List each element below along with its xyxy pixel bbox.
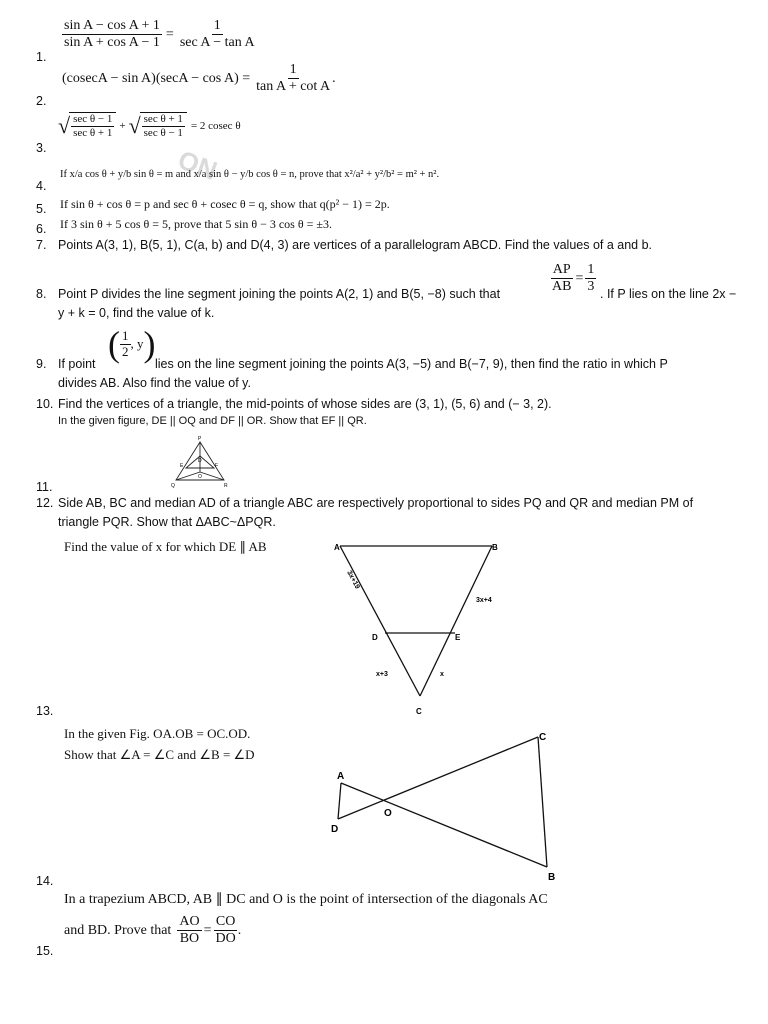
q9-point — [108, 326, 156, 362]
q2-end: . — [332, 70, 336, 86]
q13-number: 13. — [36, 704, 54, 718]
line-bc — [420, 546, 492, 696]
q3-t2-denominator: sec θ − 1 — [143, 126, 183, 139]
label-ec: x — [440, 671, 444, 678]
label-a: A — [334, 543, 340, 552]
q12-text-b: triangle PQR. Show that ΔABC~ΔPQR. — [58, 515, 276, 529]
q14-line2: Show that ∠A = ∠C and ∠B = ∠D — [64, 747, 255, 762]
label-e: E — [180, 463, 184, 469]
label-c: C — [416, 707, 422, 716]
q1-lhs-denominator: sin A + cos A − 1 — [64, 35, 160, 51]
q3-number: 3. — [36, 141, 47, 155]
sqrt-icon: √ — [58, 112, 71, 138]
sqrt-icon: √ — [128, 112, 141, 138]
q12-number: 12. — [36, 496, 54, 510]
line-ad — [338, 783, 341, 819]
q8-text-c: y + k = 0, find the value of k. — [58, 306, 215, 320]
label-o: O — [198, 474, 202, 480]
q2-rhs-numerator: 1 — [288, 62, 299, 79]
label-a: A — [337, 771, 345, 782]
q8-number: 8. — [36, 287, 47, 301]
q6-number: 6. — [36, 222, 47, 236]
label-q: Q — [171, 483, 175, 488]
label-p: P — [198, 436, 202, 442]
q14-line1: In the given Fig. OA.OB = OC.OD. — [64, 726, 251, 741]
q15-line2-text: and BD. Prove that — [64, 922, 172, 938]
q3-t1-denominator: sec θ + 1 — [73, 126, 113, 139]
q3-t1-numerator: sec θ − 1 — [73, 113, 113, 125]
q7-text: Points A(3, 1), B(5, 1), C(a, b) and D(4, 3) are vertices of a parallelogram ABCD. Find the values of a and b. — [58, 238, 653, 252]
q15-end: . — [237, 922, 242, 938]
q11-number: 11. — [36, 480, 53, 494]
label-d: D — [198, 458, 202, 464]
label-be: 3x+4 — [476, 597, 492, 604]
paren-right-icon: ) — [143, 324, 156, 364]
q8-frac2-denominator: 3 — [587, 279, 595, 295]
q5-number: 5. — [36, 202, 47, 216]
q2-rhs-denominator: tan A + cot A — [256, 79, 331, 95]
q9-point-denominator: 2 — [122, 343, 129, 359]
q3-rhs: = 2 cosec θ — [190, 119, 241, 132]
q15-f2-denominator: DO — [215, 931, 236, 947]
q9-text-c: divides AB. Also find the value of y. — [58, 376, 251, 390]
q11-text: In the given figure, DE || OQ and DF || OR. Show that EF || QR. — [58, 415, 367, 427]
q1-equation — [62, 18, 257, 51]
q15-f2-numerator: CO — [214, 914, 237, 931]
q9-point-numerator: 1 — [122, 327, 129, 343]
line-ro — [200, 472, 224, 480]
label-d: D — [331, 824, 339, 835]
q9-text-b: lies on the line segment joining the points A(3, −5) and B(−7, 9), then find the ratio in which P — [155, 357, 668, 371]
q11-figure — [170, 436, 230, 488]
q2-number: 2. — [36, 94, 47, 108]
q4-text: If x/a cos θ + y/b sin θ = m and x/a sin θ − y/b cos θ = n, prove that x²/a² + y²/b² = m² + n². — [60, 169, 440, 180]
q2-lhs: (cosecA − sin A)(secA − cos A) = — [62, 70, 251, 86]
q10-text: Find the vertices of a triangle, the mid-points of whose sides are (3, 1), (5, 6) and (− 3, 2). — [58, 397, 552, 411]
label-ad: 3x+19 — [345, 569, 361, 591]
q7-number: 7. — [36, 238, 47, 252]
q8-text-b: . If P lies on the line 2x − — [600, 287, 737, 301]
q1-rhs-numerator: 1 — [212, 18, 223, 35]
line-cb — [538, 737, 547, 867]
q12-text-a: Side AB, BC and median AD of a triangle ABC are respectively proportional to sides PQ and QR and median PM of — [58, 496, 694, 510]
q3-equation — [58, 112, 241, 139]
q1-equals: = — [165, 26, 174, 42]
q9-point-y: , y — [130, 336, 144, 351]
q1-number: 1. — [36, 50, 47, 64]
line-qo — [176, 472, 200, 480]
label-b: B — [492, 543, 498, 552]
q15-number: 15. — [36, 944, 54, 958]
q15-line1: In a trapezium ABCD, AB ∥ DC and O is the point of intersection of the diagonals AC — [64, 892, 548, 907]
label-o: O — [384, 808, 392, 819]
q1-rhs-denominator: sec A − tan A — [179, 35, 255, 51]
q15-f1-denominator: BO — [179, 931, 200, 947]
q15-equals: = — [203, 922, 212, 938]
paren-left-icon: ( — [108, 324, 120, 364]
q4-number: 4. — [36, 179, 47, 193]
q14-number: 14. — [36, 874, 54, 888]
q8-equals: = — [575, 270, 584, 286]
q8-frac-numerator: AP — [551, 262, 573, 279]
label-f: F — [215, 463, 219, 469]
q3-plus: + — [119, 119, 126, 132]
q10-number: 10. — [36, 397, 54, 411]
watermark: ON — [174, 144, 222, 186]
q14-figure — [326, 726, 562, 882]
q13-figure — [330, 536, 510, 718]
label-b: B — [548, 872, 556, 882]
label-d: D — [372, 633, 378, 642]
q13-text: Find the value of x for which DE ∥ AB — [64, 539, 267, 554]
line-ab — [341, 783, 547, 867]
line-cd — [338, 737, 538, 819]
q1-lhs-numerator: sin A − cos A + 1 — [62, 18, 162, 35]
label-e: E — [455, 633, 461, 642]
q9-number: 9. — [36, 357, 47, 371]
q6-text: If 3 sin θ + 5 cos θ = 5, prove that 5 sin θ − 3 cos θ = ±3. — [60, 217, 332, 231]
q9-text-a: If point — [58, 357, 96, 371]
label-c: C — [539, 732, 547, 743]
q15-line2 — [64, 914, 241, 947]
q2-equation — [62, 62, 336, 95]
q3-t2-numerator: sec θ + 1 — [143, 113, 183, 125]
q8-text-a: Point P divides the line segment joining the points A(2, 1) and B(5, −8) such that — [58, 287, 501, 301]
label-dc: x+3 — [376, 671, 388, 678]
q15-f1-numerator: AO — [177, 914, 201, 931]
q8-fraction — [550, 262, 596, 295]
q8-frac2-numerator: 1 — [585, 262, 596, 279]
q5-text: If sin θ + cos θ = p and sec θ + cosec θ = q, show that q(p² − 1) = 2p. — [60, 197, 390, 211]
label-r: R — [224, 483, 228, 488]
q8-frac-denominator: AB — [552, 279, 572, 295]
